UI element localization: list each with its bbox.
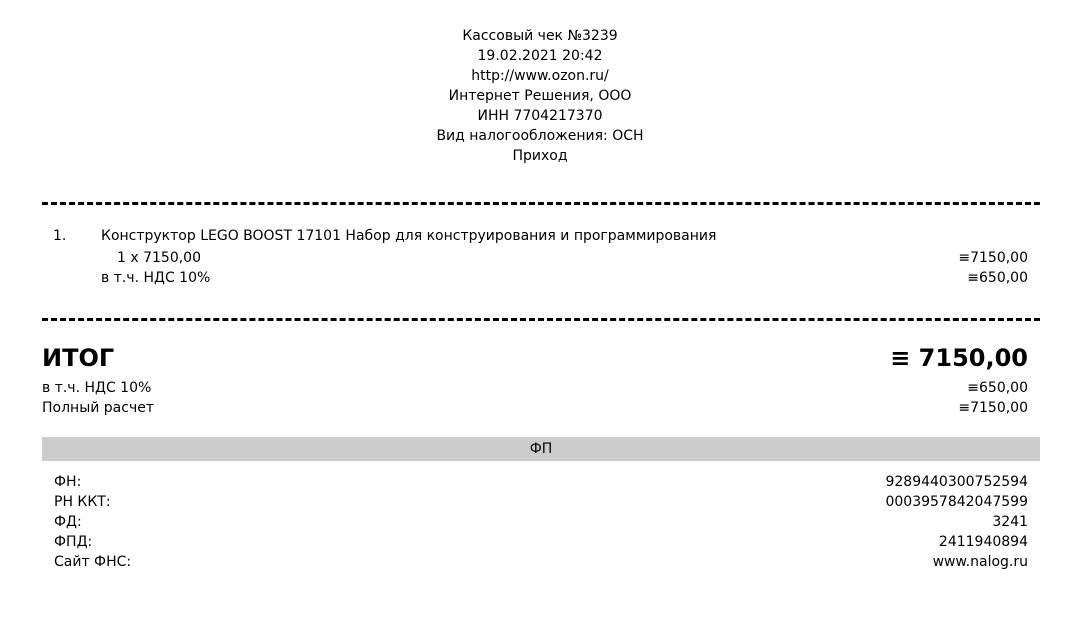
item-vat-value: ≡650,00 <box>967 270 1028 286</box>
total-vat-value: ≡650,00 <box>967 380 1028 396</box>
operation-type: Приход <box>512 148 568 164</box>
fiscal-label-fd: ФД: <box>54 514 82 530</box>
seller-site: http://www.ozon.ru/ <box>471 68 609 84</box>
payment-label: Полный расчет <box>42 400 154 416</box>
fiscal-label-rn-kkt: РН ККТ: <box>54 494 111 510</box>
total-vat-label: в т.ч. НДС 10% <box>42 380 152 396</box>
fiscal-value-fpd: 2411940894 <box>938 534 1028 550</box>
fiscal-label-fpd: ФПД: <box>54 534 93 550</box>
receipt-header <box>0 26 1080 166</box>
payment-value: ≡7150,00 <box>958 400 1028 416</box>
fiscal-label-fns-site: Сайт ФНС: <box>54 554 132 570</box>
divider-dashed <box>42 202 1040 205</box>
item-sum: ≡7150,00 <box>958 250 1028 266</box>
item-number: 1. <box>53 228 67 244</box>
fiscal-value-fd: 3241 <box>992 514 1028 530</box>
divider-dashed <box>42 318 1040 321</box>
company-inn: ИНН 7704217370 <box>477 108 603 124</box>
fiscal-value-fn: 9289440300752594 <box>885 474 1028 490</box>
receipt-datetime: 19.02.2021 20:42 <box>477 48 603 64</box>
fiscal-label-fn: ФН: <box>54 474 82 490</box>
item-name: Конструктор LEGO BOOST 17101 Набор для конструирования и программирования <box>101 228 717 244</box>
fiscal-value-fns-site: www.nalog.ru <box>932 554 1028 570</box>
total-value: ≡ 7150,00 <box>890 344 1028 372</box>
total-label: ИТОГ <box>42 344 115 372</box>
receipt-title: Кассовый чек №3239 <box>462 28 618 44</box>
item-vat-label: в т.ч. НДС 10% <box>101 270 211 286</box>
fiscal-section-title: ФП <box>42 437 1040 461</box>
fiscal-value-rn-kkt: 0003957842047599 <box>885 494 1028 510</box>
item-qty-price: 1 x 7150,00 <box>117 250 201 266</box>
company-name: Интернет Решения, ООО <box>448 88 632 104</box>
tax-system: Вид налогообложения: ОСН <box>436 128 644 144</box>
